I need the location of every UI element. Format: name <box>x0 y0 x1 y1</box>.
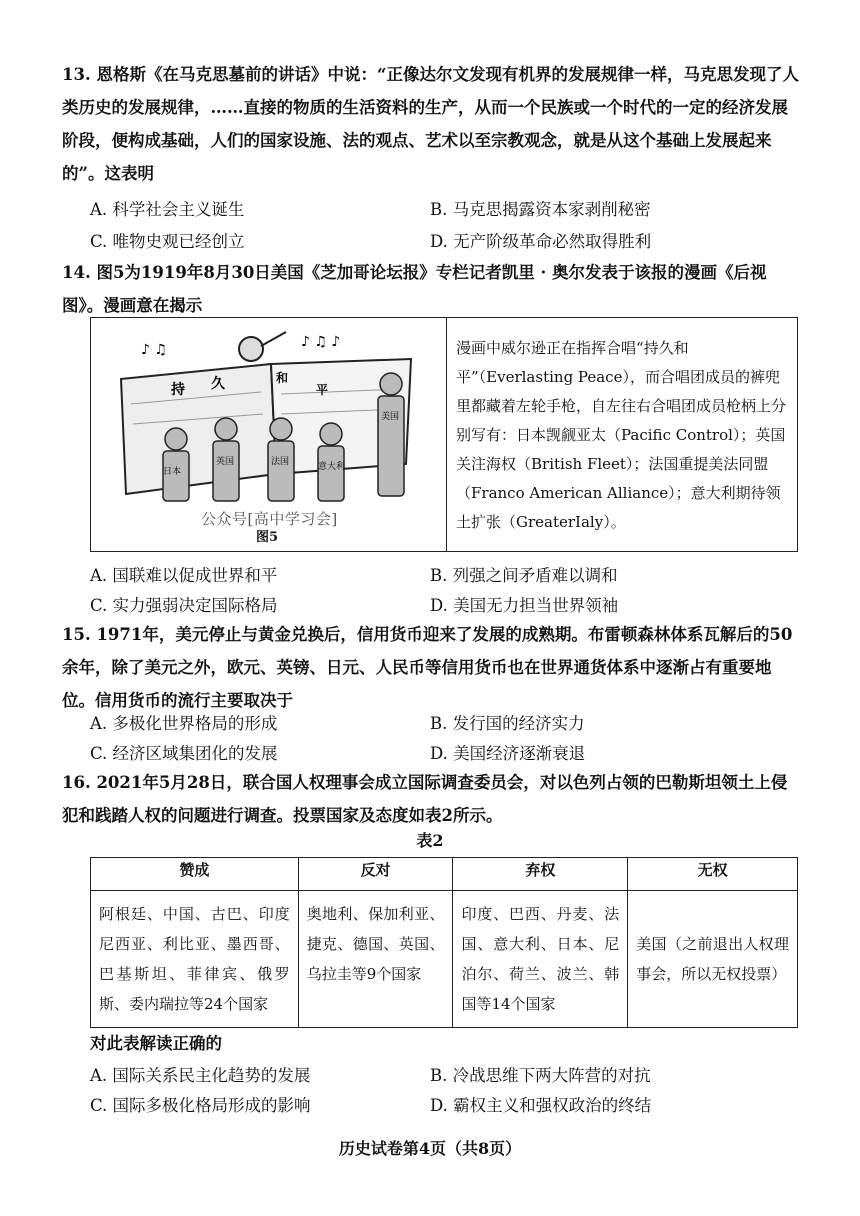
question-14-option-d[interactable]: D. 美国无力担当世界领袖 <box>430 596 619 615</box>
question-13-option-c[interactable]: C. 唯物史观已经创立 <box>90 232 245 251</box>
question-16-stem: 16. 2021年5月28日，联合国人权理事会成立国际调查委员会，对以色列占领的巴勒斯坦领土上侵犯和践踏人权的问题进行调查。投票国家及态度如表2所示。 <box>62 773 788 825</box>
question-13-options-row-1 <box>90 196 800 226</box>
cartoon-illustration <box>101 324 441 524</box>
figure-caption: 图5 <box>256 530 279 545</box>
question-13-stem: 13. 恩格斯《在马克思墓前的讲话》中说：“正像达尔文发现有机界的发展规律一样，马克思发现了人类历史的发展规律，……直接的物质的生活资料的生产，从而一个民族或一个时代的一定的经济发展阶段，便构成基础，人们的国家设施、法的观点、艺术以至宗教观念，就是从这个基础上发展起来的”。这表明 <box>62 65 799 183</box>
singer-label-italy: 意大利 <box>318 462 346 472</box>
music-note-icon: ♪ ♫ ♪ <box>301 334 341 350</box>
question-14-option-b[interactable]: B. 列强之间矛盾难以调和 <box>430 566 618 585</box>
question-13-option-b[interactable]: B. 马克思揭露资本家剥削秘密 <box>430 200 651 219</box>
book-label-1: 持 <box>171 382 185 398</box>
table-cell-against: 奥地利、保加利亚、捷克、德国、英国、乌拉圭等9个国家 <box>298 891 453 1028</box>
question-13-option-a[interactable]: A. 科学社会主义诞生 <box>90 200 245 219</box>
question-15-option-d[interactable]: D. 美国经济逐渐衰退 <box>430 744 586 763</box>
figure-5-box <box>90 317 798 552</box>
book-label-3: 和 <box>276 371 289 385</box>
table-header-row <box>91 858 798 891</box>
question-16-option-b[interactable]: B. 冷战思维下两大阵营的对抗 <box>430 1066 651 1085</box>
table-header-no-right: 无权 <box>628 858 798 891</box>
table-header-against: 反对 <box>298 858 453 891</box>
book-label-2: 久 <box>211 376 225 392</box>
singer-label-japan: 日本 <box>163 467 182 477</box>
songbook-left <box>121 364 276 494</box>
baton <box>261 332 286 346</box>
conductor-head <box>239 337 263 361</box>
vote-table <box>90 857 798 1028</box>
question-13-option-d[interactable]: D. 无产阶级革命必然取得胜利 <box>430 232 652 251</box>
question-16-lead: 对此表解读正确的 <box>90 1034 222 1053</box>
question-15-options-row-1 <box>90 710 800 740</box>
question-15-option-a[interactable]: A. 多极化世界格局的形成 <box>90 714 278 733</box>
table-row <box>91 891 798 1028</box>
singer-label-britain: 英国 <box>216 457 235 467</box>
question-13-options-row-2 <box>90 228 800 258</box>
question-15-option-b[interactable]: B. 发行国的经济实力 <box>430 714 585 733</box>
table-cell-no-right: 美国（之前退出人权理事会，所以无权投票） <box>628 891 798 1028</box>
question-14-option-c[interactable]: C. 实力强弱决定国际格局 <box>90 596 278 615</box>
table-header-favor: 赞成 <box>91 858 299 891</box>
question-16-option-c[interactable]: C. 国际多极化格局形成的影响 <box>90 1096 311 1115</box>
page-footer: 历史试卷第4页（共8页） <box>338 1139 522 1158</box>
watermark: 公众号[高中学习会] <box>201 510 338 528</box>
figure-divider <box>446 318 447 551</box>
music-note-icon: ♪ ♫ <box>141 342 167 358</box>
book-label-4: 平 <box>316 383 329 397</box>
question-15-option-c[interactable]: C. 经济区域集团化的发展 <box>90 744 278 763</box>
singer-label-usa: 美国 <box>381 412 400 422</box>
singer-label-france: 法国 <box>271 457 290 467</box>
question-16-option-a[interactable]: A. 国际关系民主化趋势的发展 <box>90 1066 311 1085</box>
question-14-stem: 14. 图5为1919年8月30日美国《芝加哥论坛报》专栏记者凯里 · 奥尔发表于该报的漫画《后视图》。漫画意在揭示 <box>62 263 767 315</box>
question-14-option-a[interactable]: A. 国联难以促成世界和平 <box>90 566 278 585</box>
question-16-options-row-2 <box>90 1092 800 1122</box>
question-15-stem: 15. 1971年，美元停止与黄金兑换后，信用货币迎来了发展的成熟期。布雷顿森林体系瓦解后的50余年，除了美元之外，欧元、英镑、日元、人民币等信用货币也在世界通货体系中逐渐占有重要地位。信用货币的流行主要取决于 <box>62 625 793 710</box>
table-title: 表2 <box>416 831 444 850</box>
question-14-options-row-1 <box>90 562 800 592</box>
table-cell-abstain: 印度、巴西、丹麦、法国、意大利、日本、尼泊尔、荷兰、波兰、韩国等14个国家 <box>453 891 628 1028</box>
question-16-option-d[interactable]: D. 霸权主义和强权政治的终结 <box>430 1096 652 1115</box>
table-header-abstain: 弃权 <box>453 858 628 891</box>
figure-description: 漫画中威尔逊正在指挥合唱“持久和平”（Everlasting Peace），而合唱团成员的裤兜里都藏着左轮手枪，自左往右合唱团成员枪柄上分别写有：日本觊觎亚太（Pacific Control）；英国关注海权（British Fleet）；法国重提美法同盟（Franco American Alliance）；意大利期待领土扩张（GreaterIaly）。 <box>456 339 787 531</box>
table-cell-favor: 阿根廷、中国、古巴、印度尼西亚、利比亚、墨西哥、巴基斯坦、菲律宾、俄罗斯、委内瑞拉等24个国家 <box>91 891 299 1028</box>
question-16-options-row-1 <box>90 1062 800 1092</box>
